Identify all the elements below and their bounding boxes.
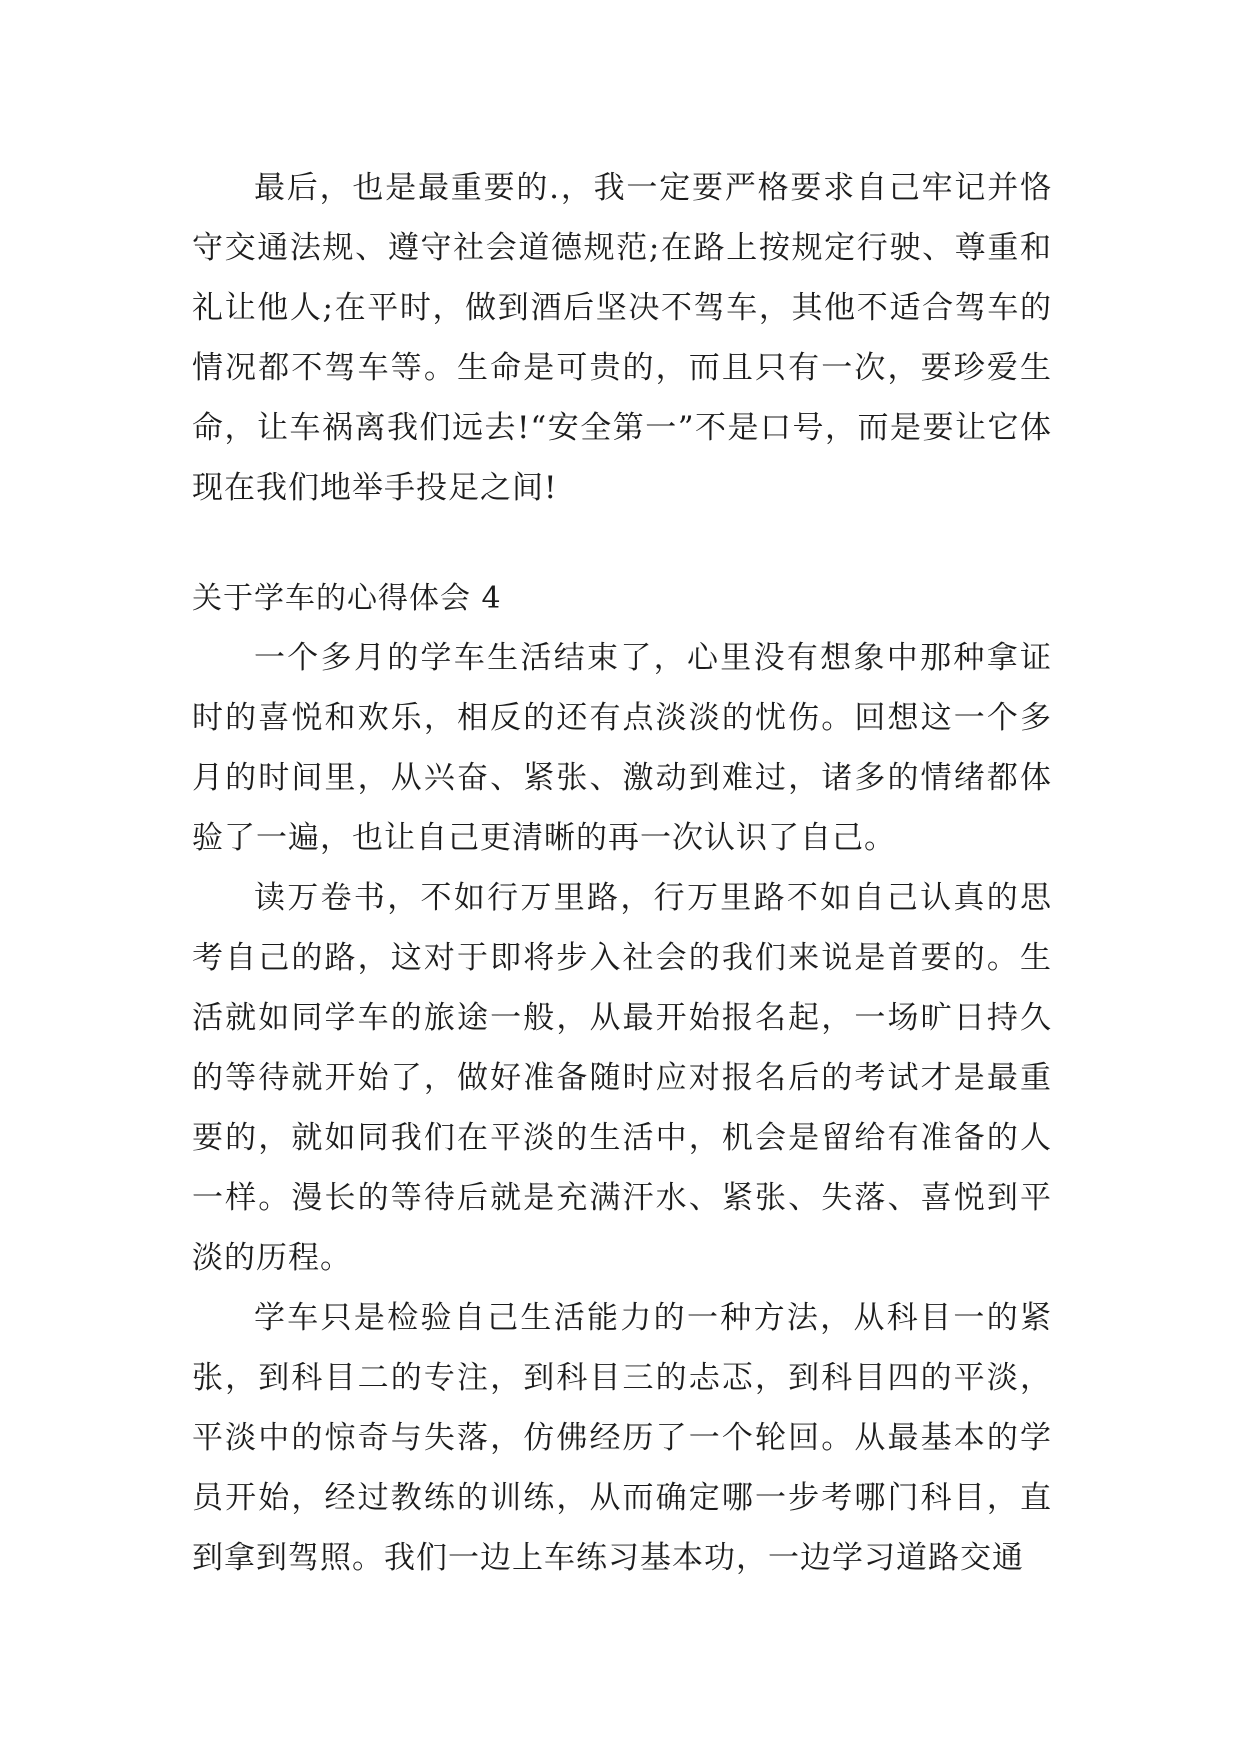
paragraph-exam-subjects: 学车只是检验自己生活能力的一种方法，从科目一的紧张，到科目二的专注，到科目三的忐忑，到科目四的平淡，平淡中的惊奇与失落，仿佛经历了一个轮回。从最基本的学员开始，经过教练的训练，从而确定哪一步考哪门科目，直到拿到驾照。我们一边上车练习基本功，一边学习道路交通 <box>192 1300 1052 1576</box>
paragraph-intro: 一个多月的学车生活结束了，心里没有想象中那种拿证时的喜悦和欢乐，相反的还有点淡淡的忧伤。回想这一个多月的时间里，从兴奋、紧张、激动到难过，诸多的情绪都体验了一遍，也让自己更清晰的再一次认识了自己。 <box>192 640 1052 856</box>
paragraph-reflection: 读万卷书，不如行万里路，行万里路不如自己认真的思考自己的路，这对于即将步入社会的我们来说是首要的。生活就如同学车的旅途一般，从最开始报名起，一场旷日持久的等待就开始了，做好准备随时应对报名后的考试才是最重要的，就如同我们在平淡的生活中，机会是留给有准备的人一样。漫长的等待后就是充满汗水、紧张、失落、喜悦到平淡的历程。 <box>192 880 1052 1276</box>
section-heading: 关于学车的心得体会 4 <box>192 581 502 616</box>
paragraph-closing-remarks: 最后，也是最重要的.，我一定要严格要求自己牢记并恪守交通法规、遵守社会道德规范;在路上按规定行驶、尊重和礼让他人;在平时，做到酒后坚决不驾车，其他不适合驾车的情况都不驾车等。生命是可贵的，而且只有一次，要珍爱生命，让车祸离我们远去!“安全第一”不是口号，而是要让它体现在我们地举手投足之间! <box>192 170 1052 506</box>
document-body <box>192 158 1052 1588</box>
